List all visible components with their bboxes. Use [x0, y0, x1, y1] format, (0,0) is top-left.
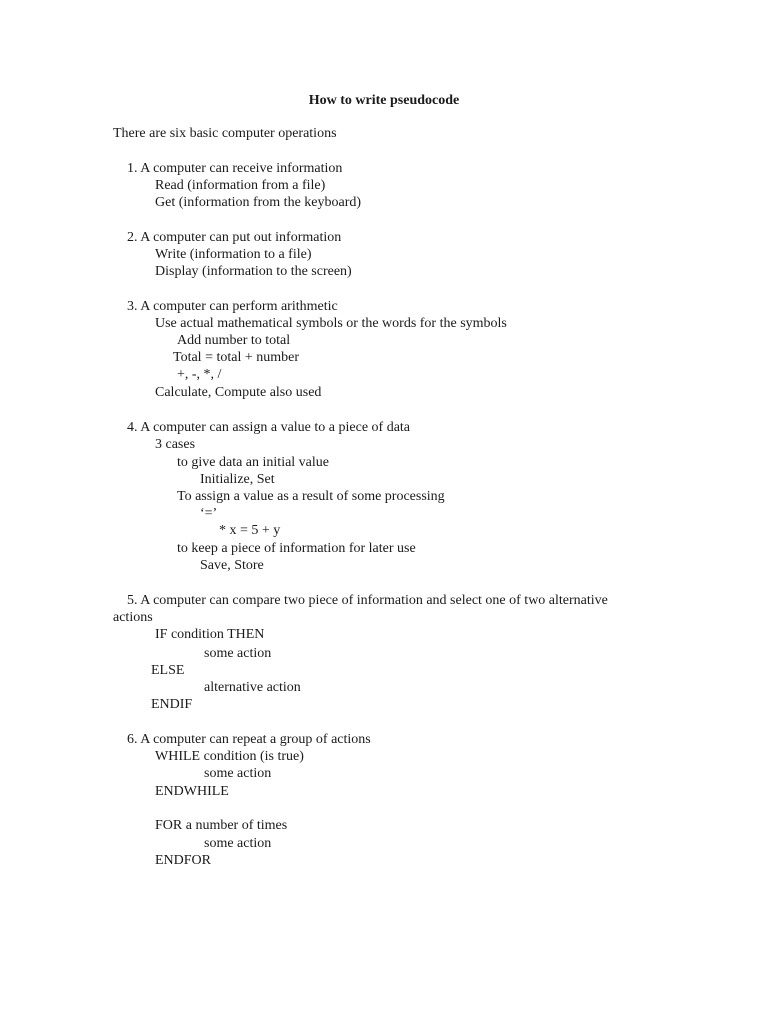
- section-4-line: to give data an initial value: [177, 455, 330, 470]
- section-5-line: some action: [204, 646, 272, 661]
- section-3-line: +, -, *, /: [177, 367, 222, 382]
- section-6-line: ENDFOR: [155, 853, 212, 868]
- section-6-line: ENDWHILE: [155, 784, 229, 799]
- section-2-heading: 2. A computer can put out information: [127, 230, 342, 245]
- section-4-line: * x = 5 + y: [219, 523, 281, 538]
- section-2-line: Display (information to the screen): [155, 264, 352, 279]
- section-5-heading-cont: actions: [113, 610, 153, 625]
- section-1-line: Get (information from the keyboard): [155, 195, 362, 210]
- section-1-heading: 1. A computer can receive information: [127, 161, 343, 176]
- page-title: How to write pseudocode: [308, 93, 460, 108]
- section-5-heading: 5. A computer can compare two piece of information and select one of two alternative: [127, 593, 608, 608]
- section-4-line: 3 cases: [155, 437, 196, 452]
- section-3-line: Calculate, Compute also used: [155, 385, 322, 400]
- section-3-line: Use actual mathematical symbols or the words for the symbols: [155, 316, 507, 331]
- intro-text: There are six basic computer operations: [113, 126, 337, 141]
- section-4-line: Initialize, Set: [200, 472, 275, 487]
- section-5-line: ELSE: [151, 663, 185, 678]
- section-5-line: alternative action: [204, 680, 301, 695]
- section-4-line: to keep a piece of information for later use: [177, 541, 416, 556]
- section-2-line: Write (information to a file): [155, 247, 312, 262]
- section-3-line: Add number to total: [177, 333, 291, 348]
- section-6-line: some action: [204, 836, 272, 851]
- section-3-heading: 3. A computer can perform arithmetic: [127, 299, 338, 314]
- section-4-line: ‘=’: [200, 506, 218, 521]
- section-5-line: IF condition THEN: [155, 627, 265, 642]
- section-4-heading: 4. A computer can assign a value to a piece of data: [127, 420, 411, 435]
- section-5-line: ENDIF: [151, 697, 193, 712]
- section-6-heading: 6. A computer can repeat a group of actions: [127, 732, 371, 747]
- section-3-line: Total = total + number: [173, 350, 300, 365]
- section-6-line: WHILE condition (is true): [155, 749, 304, 764]
- section-1-line: Read (information from a file): [155, 178, 326, 193]
- section-4-line: Save, Store: [200, 558, 264, 573]
- section-6-line: FOR a number of times: [155, 818, 288, 833]
- section-4-line: To assign a value as a result of some processing: [177, 489, 445, 504]
- section-6-line: some action: [204, 766, 272, 781]
